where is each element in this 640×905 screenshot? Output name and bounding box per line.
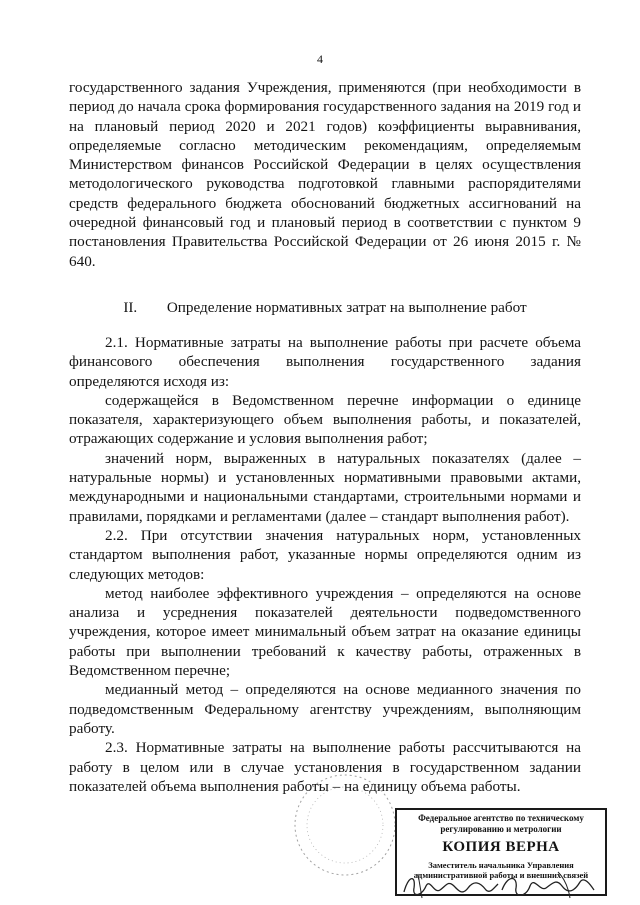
section-title: Определение нормативных затрат на выполнение работ bbox=[166, 299, 527, 316]
stamp-title: КОПИЯ ВЕРНА bbox=[442, 839, 560, 855]
handwritten-signature bbox=[400, 868, 500, 902]
paragraph-2-3: 2.3. Нормативные затраты на выполнение работы рассчитываются на работу в целом или в случае установления в государственном задании показателей объема выполнения работы – на единицу объема работы. bbox=[69, 739, 581, 795]
section-heading bbox=[69, 299, 581, 317]
paragraph-list-item: медианный метод – определяются на основе медианного значения по подведомственным Федеральному агентству учреждениям, выполняющим работу. bbox=[69, 681, 581, 737]
paragraph-list-item: содержащейся в Ведомственном перечне информации о единице показателя, характеризующего объем выполнения работы, и показателей, отражающих содержание и условия выполнения работ; bbox=[69, 391, 581, 448]
handwritten-signature bbox=[498, 868, 598, 902]
continuation-paragraph bbox=[69, 78, 581, 271]
page-number: 4 bbox=[317, 52, 323, 66]
paragraph-list-item: значений норм, выраженных в натуральных показателях (далее – натуральные нормы) и установленных нормативными правовыми актами, международными и национальными стандартами, строительными нормами и правилами, порядками и регламентами (далее – стандарт выполнения работ). bbox=[69, 449, 581, 525]
paragraph-2-2: 2.2. При отсутствии значения натуральных норм, установленных стандартом выполнения работ, указанные нормы определяются одним из следующих методов: bbox=[69, 526, 581, 583]
paragraph-2-1: 2.1. Нормативные затраты на выполнение работы при расчете объема финансового обеспечения выполнения государственного задания определяются исходя из: bbox=[69, 334, 581, 390]
continuation-text: государственного задания Учреждения, применяются (при необходимости в период до начала срока формирования государственного задания на 2019 год и на плановый период 2020 и 2021 годов) коэффициенты выравнивания, определяемые согласно методическим рекомендациям, определяемым Министерством финансов Российской Федерации в целях осуществления методологического руководства подготовкой главными распорядителями средств федерального бюджета обоснований бюджетных ассигнований на очередной финансовый год и плановый период в соответствии с пунктом 9 постановления Правительства Российской Федерации от 26 июня 2015 г. № 640. bbox=[69, 79, 581, 270]
round-seal-mark bbox=[285, 770, 405, 880]
section-number: II. bbox=[123, 299, 138, 316]
section-body bbox=[69, 333, 581, 796]
stamp-organization: Федеральное агентство по техническому регулированию и метрологии bbox=[418, 813, 584, 834]
paragraph-list-item: метод наиболее эффективного учреждения – определяются на основе анализа и усреднения показателей деятельности подведомственного учреждения, которое имеет минимальный объем затрат на оказание единицы работы при выполнении требований к качеству работы, отраженных в Ведомственном перечне; bbox=[69, 584, 581, 680]
stamp-position: Заместитель начальника Управления административной работы и внешних связей bbox=[413, 860, 589, 880]
